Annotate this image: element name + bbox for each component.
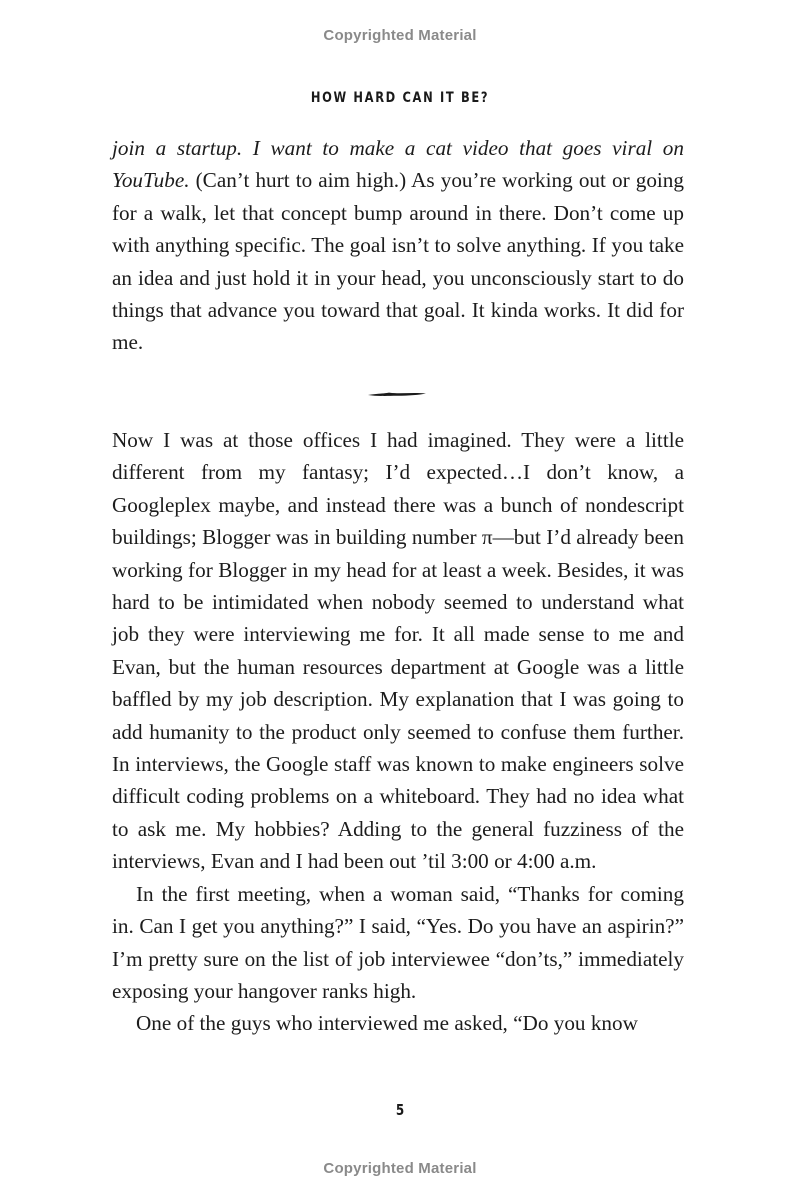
page-number: 5 [395,1101,405,1119]
copyright-watermark-top: Copyrighted Material [323,27,477,44]
paragraph: One of the guys who interviewed me asked, “Do you know [136,1011,638,1036]
brush-stroke-divider-icon [367,389,427,399]
running-head: HOW HARD CAN IT BE? [310,90,490,106]
paragraph-continued [112,132,684,359]
copyright-watermark-bottom: Copyrighted Material [323,1160,477,1177]
italic-lead-text: join a startup. I want to make a cat video that goes viral on YouTube. [112,136,684,193]
paragraph: Now I was at those offices I had imagined. They were a little different from my fantasy; I’d expected…I don’t know, a Googleplex maybe, and instead there was a bunch of nondescript buildings; Blogger was in building number π—but I’d already been working for Blogger in my head for at least a week. Besides, it was hard to be intimidated when nobody seemed to understand what job they were interviewing me for. It all made sense to me and Evan, but the human resources department at Google was a little baffled by my job description. My explanation that I was going to add humanity to the product only seemed to confuse them further. In interviews, the Google staff was known to make engineers solve difficult coding problems on a whiteboard. They had no idea what to ask me. My hobbies? Adding to the general fuzziness of the interviews, Evan and I had been out ’til 3:00 or 4:00 a.m. [112,428,684,874]
paragraph: In the first meeting, when a woman said, “Thanks for coming in. Can I get you anything?” I said, “Yes. Do you have an aspirin?” I’m pretty sure on the list of job interviewee “don’ts,” immediately exposing your hangover ranks high. [112,881,684,1003]
paragraph-continuation-text: (Can’t hurt to aim high.) As you’re working out or going for a walk, let that concept bump around in there. Don’t come up with anything specific. The goal isn’t to solve anything. If you take an idea and just hold it in your head, you unconsciously start to do things that advance you toward that goal. It kinda works. It did for me. [112,168,684,355]
text-block-bottom [112,424,684,1040]
text-block-top [112,132,684,359]
